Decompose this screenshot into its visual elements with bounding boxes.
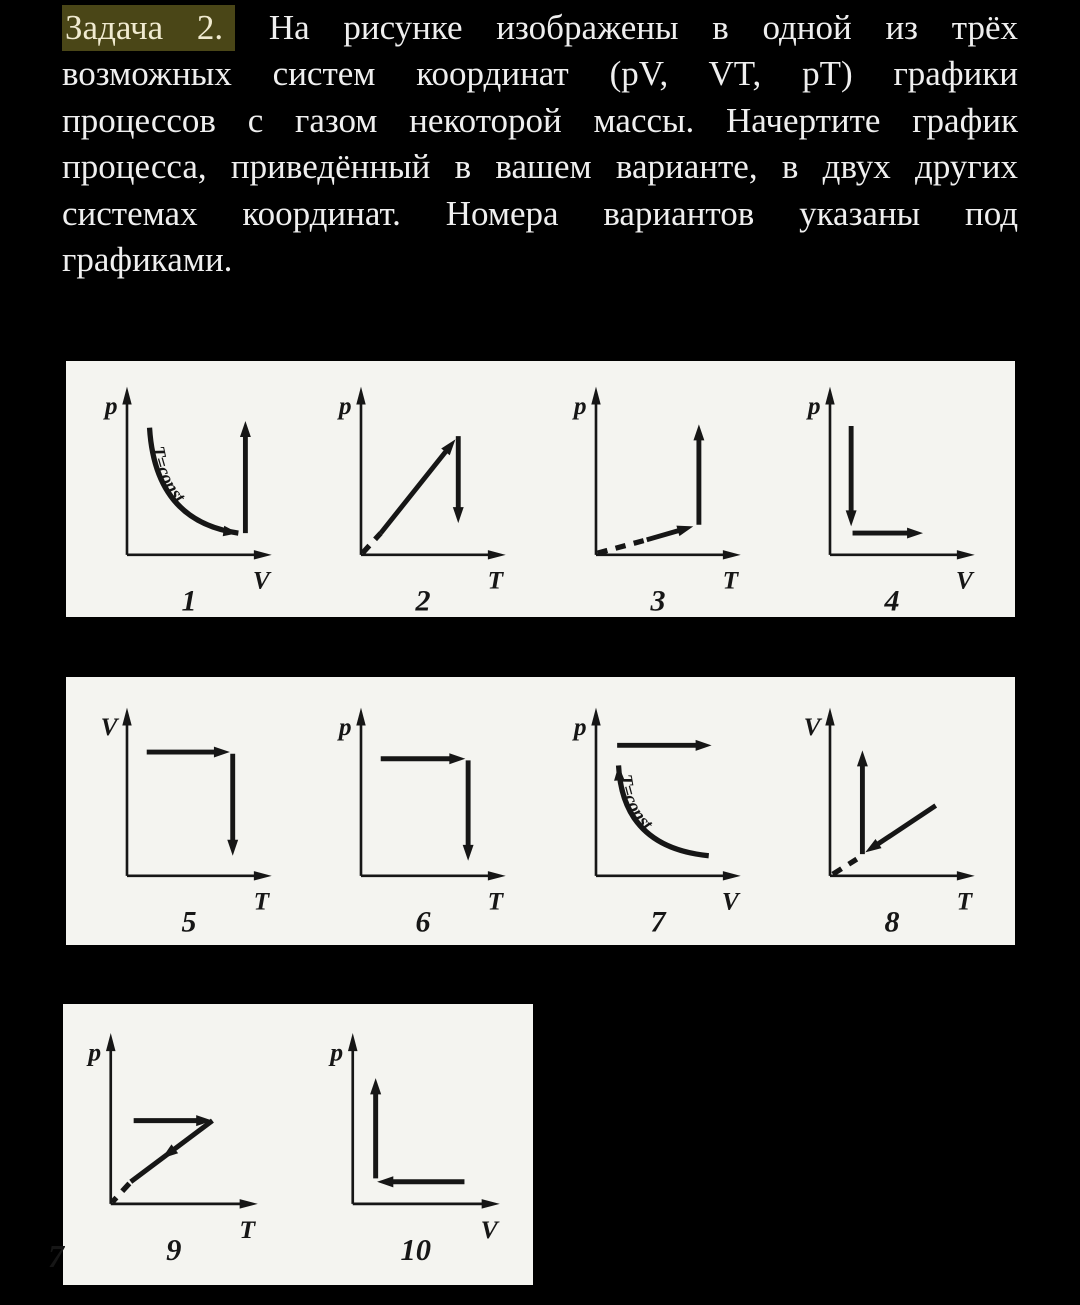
process-segment [597, 540, 646, 553]
y-axis-arrow-icon [357, 387, 366, 405]
variant-graph-6 [314, 686, 530, 939]
statement-line: графиками. [62, 240, 233, 280]
arrow-head-icon [676, 526, 693, 536]
x-axis-arrow-icon [957, 871, 975, 880]
problem-statement [62, 5, 1018, 283]
x-axis-arrow-icon [240, 1199, 258, 1209]
x-axis-arrow-icon [482, 1199, 500, 1209]
variant-number: 3 [650, 583, 666, 618]
isotherm-label: T=const [146, 444, 190, 508]
x-axis-label: T [487, 566, 504, 595]
variant-number: 2 [415, 583, 431, 618]
process-segment [363, 533, 381, 553]
y-axis-label: p [104, 391, 118, 420]
x-axis-label: V [721, 887, 739, 916]
x-axis-label: V [955, 566, 973, 595]
x-axis-arrow-icon [722, 871, 740, 880]
statement-line: процесса, приведённый в вашем варианте, в двух других [62, 147, 1018, 187]
x-axis-label: T [239, 1215, 256, 1245]
variant-number: 6 [415, 904, 431, 939]
y-axis-arrow-icon [106, 1033, 116, 1051]
arrow-head-icon [857, 750, 868, 766]
arrow-head-icon [695, 740, 711, 751]
variant-number: 1 [181, 583, 197, 615]
arrow-head-icon [450, 753, 466, 764]
x-axis-label: V [481, 1215, 499, 1245]
x-axis-arrow-icon [254, 550, 272, 559]
clipped-digit-artifact: 7 [48, 1238, 64, 1274]
variant-graph-4 [783, 365, 999, 618]
statement-line: Задача 2. На рисунке изображены в одной из трёх [62, 5, 1018, 51]
arrow-head-icon [453, 507, 464, 523]
isotherm-label: T=const [613, 772, 657, 835]
arrow-head-icon [214, 747, 230, 758]
x-axis-arrow-icon [488, 550, 506, 559]
y-axis-arrow-icon [122, 387, 131, 405]
y-axis-label: p [330, 1037, 344, 1067]
variant-graph-1 [80, 365, 296, 615]
y-axis-arrow-icon [122, 708, 131, 726]
variant-graph-8 [783, 686, 999, 939]
y-axis-label: p [573, 391, 587, 420]
arrow-head-icon [377, 1176, 393, 1187]
x-axis-arrow-icon [722, 550, 740, 559]
arrow-head-icon [846, 510, 857, 526]
arrow-head-icon [227, 840, 238, 856]
y-axis-arrow-icon [591, 387, 600, 405]
y-axis-label: p [88, 1037, 102, 1067]
arrow-head-icon [371, 1078, 382, 1094]
y-axis-arrow-icon [357, 708, 366, 726]
arrow-head-icon [240, 421, 251, 437]
variants-panel-row1 [66, 361, 1015, 617]
variant-graph-9 [63, 1011, 283, 1268]
variant-graph-7 [549, 686, 765, 936]
variant-graph-10 [305, 1011, 525, 1268]
variant-number: 4 [884, 583, 900, 618]
variant-number: 8 [884, 904, 900, 939]
arrow-head-icon [693, 424, 704, 440]
variants-panel-row3 [48, 1004, 533, 1285]
variant-number: 9 [166, 1233, 182, 1268]
y-axis-label: p [573, 712, 587, 741]
variant-graph-3 [549, 365, 765, 618]
x-axis-label: T [487, 887, 504, 916]
x-axis-label: T [722, 566, 738, 595]
statement-line: системах координат. Номера вариантов указаны под [62, 193, 1018, 233]
variant-graph-5 [80, 686, 296, 939]
process-segment [112, 1183, 129, 1202]
y-axis-label: p [339, 391, 352, 420]
y-axis-label: p [339, 712, 352, 741]
x-axis-arrow-icon [488, 871, 506, 880]
process-segment [381, 448, 449, 534]
process-segment [833, 859, 857, 874]
variant-number: 7 [650, 904, 666, 936]
statement-line: процессов с газом некоторой массы. Начертите график [62, 100, 1018, 140]
y-axis-arrow-icon [825, 708, 834, 726]
process-segment [874, 806, 936, 847]
y-axis-arrow-icon [591, 708, 600, 726]
x-axis-label: T [253, 887, 270, 916]
variant-number: 5 [181, 904, 197, 939]
x-axis-arrow-icon [957, 550, 975, 559]
y-axis-arrow-icon [825, 387, 834, 405]
x-axis-arrow-icon [254, 871, 272, 880]
variant-number: 10 [400, 1233, 432, 1268]
y-axis-label: V [803, 712, 821, 741]
statement-line: возможных систем координат (pV, VT, pT) графики [62, 54, 1018, 94]
arrow-head-icon [463, 845, 474, 861]
task-number-highlight: Задача 2. [62, 5, 235, 51]
x-axis-label: T [956, 887, 972, 916]
y-axis-arrow-icon [348, 1033, 358, 1051]
y-axis-label: V [100, 712, 118, 741]
x-axis-label: V [252, 566, 270, 595]
arrow-head-icon [907, 528, 923, 539]
variants-panel-row2 [66, 677, 1015, 945]
process-segment [646, 529, 683, 540]
y-axis-label: p [807, 391, 821, 420]
variant-graph-2 [314, 365, 530, 618]
